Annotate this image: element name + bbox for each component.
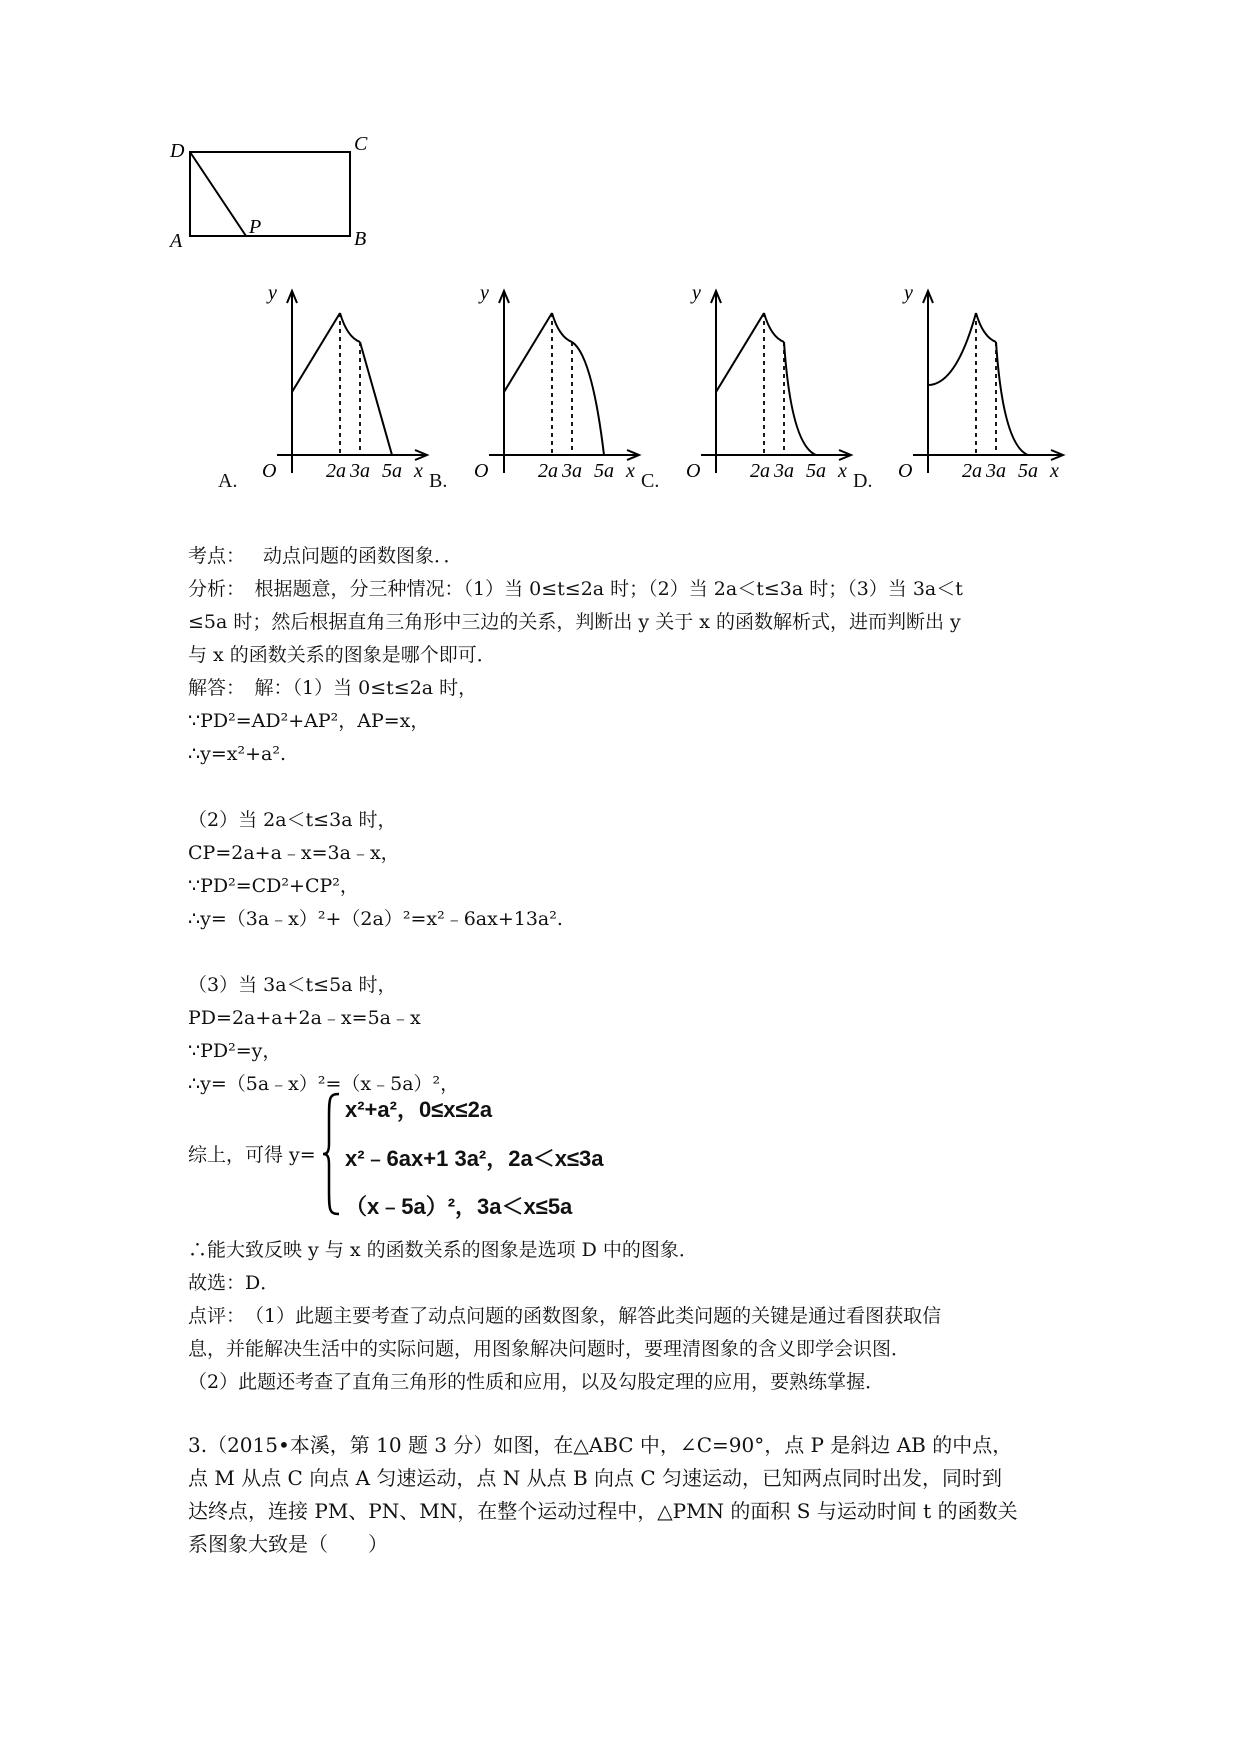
curve-segment-3 bbox=[572, 342, 604, 455]
dianping-line-3: （2）此题还考查了直角三角形的性质和应用，以及勾股定理的应用，要熟练掌握． bbox=[188, 1371, 885, 1393]
tick-2a-label: 2a bbox=[326, 460, 346, 482]
graph-option-c bbox=[659, 282, 859, 495]
curve-segment-1 bbox=[928, 313, 976, 385]
label-d: D bbox=[170, 140, 185, 162]
case2-line-3: ∴y=（3a﹣x）²+（2a）²=x²﹣6ax+13a². bbox=[188, 908, 563, 930]
tick-5a-label: 5a bbox=[382, 460, 402, 482]
jieda-line-1: 解答： 解：（1）当 0≤t≤2a 时， bbox=[188, 677, 478, 699]
y-label: y bbox=[268, 282, 277, 304]
q3-line-1: 3.（2015•本溪，第 10 题 3 分）如图，在△ABC 中，∠C=90°，点 P 是斜边 AB 的中点， bbox=[188, 1433, 1013, 1457]
q3-line-4: 系图象大致是（ ） bbox=[188, 1532, 388, 1556]
curve-segment-1 bbox=[716, 313, 764, 392]
option-c-label: C. bbox=[641, 470, 660, 492]
tick-3a-label: 3a bbox=[350, 460, 370, 482]
x-label: x bbox=[1050, 460, 1059, 482]
piece-1: x²+a²，0≤x≤2a bbox=[345, 1097, 493, 1122]
curve-segment-3 bbox=[784, 342, 816, 455]
summary-prefix: 综上，可得 y= bbox=[188, 1144, 316, 1166]
kaodian-label: 考点： bbox=[188, 545, 246, 567]
case1-line-1: ∵PD²=AD²+AP²，AP=x， bbox=[188, 710, 430, 732]
tick-5a-label: 5a bbox=[594, 460, 614, 482]
case3-line-0: （3）当 3a＜t≤5a 时， bbox=[188, 974, 397, 996]
graph-option-a bbox=[235, 282, 435, 495]
kaodian-line bbox=[188, 543, 463, 569]
dianping-line-1: 点评： （1）此题主要考查了动点问题的函数图象，解答此类问题的关键是通过看图获取信 bbox=[188, 1305, 942, 1327]
rectangle-abcd bbox=[190, 152, 350, 236]
x-label: x bbox=[838, 460, 847, 482]
answer-line: 故选：D． bbox=[188, 1272, 280, 1294]
tick-3a-label: 3a bbox=[774, 460, 794, 482]
case2-line-0: （2）当 2a＜t≤3a 时， bbox=[188, 809, 397, 831]
option-b-label: B. bbox=[429, 470, 448, 492]
case3-line-1: PD=2a+a+2a﹣x=5a﹣x bbox=[188, 1007, 421, 1029]
label-a: A bbox=[170, 230, 183, 252]
tick-2a-label: 2a bbox=[538, 460, 558, 482]
case2-line-1: CP=2a+a﹣x=3a﹣x， bbox=[188, 842, 400, 864]
fenxi-line-3: 与 x 的函数关系的图象是哪个即可． bbox=[188, 644, 496, 666]
origin-label: O bbox=[474, 460, 489, 482]
curve-segment-1 bbox=[292, 313, 340, 392]
tick-5a-label: 5a bbox=[1018, 460, 1038, 482]
dianping-line-2: 息，并能解决生活中的实际问题，用图象解决问题时，要理清图象的含义即学会识图． bbox=[188, 1338, 911, 1360]
y-label: y bbox=[904, 282, 913, 304]
tick-3a-label: 3a bbox=[986, 460, 1006, 482]
y-label: y bbox=[692, 282, 701, 304]
curve-segment-2 bbox=[764, 313, 784, 342]
conclusion-line: ∴能大致反映 y 与 x 的函数关系的图象是选项 D 中的图象． bbox=[188, 1239, 698, 1261]
option-a-label: A. bbox=[218, 470, 238, 492]
tick-2a-label: 2a bbox=[750, 460, 770, 482]
curve-segment-3 bbox=[360, 342, 392, 455]
x-label: x bbox=[414, 460, 423, 482]
y-label: y bbox=[480, 282, 489, 304]
tick-5a-label: 5a bbox=[806, 460, 826, 482]
curve-segment-2 bbox=[552, 313, 572, 342]
segment-dp bbox=[190, 152, 246, 236]
origin-label: O bbox=[686, 460, 701, 482]
tick-3a-label: 3a bbox=[562, 460, 582, 482]
x-label: x bbox=[626, 460, 635, 482]
label-c: C bbox=[354, 133, 368, 155]
curve-segment-1 bbox=[504, 313, 552, 392]
label-p: P bbox=[249, 216, 262, 238]
curve-segment-3 bbox=[996, 342, 1028, 455]
option-d-label: D. bbox=[853, 470, 873, 492]
case2-line-2: ∵PD²=CD²+CP²， bbox=[188, 875, 359, 897]
piecewise-brace bbox=[321, 1090, 343, 1218]
rectangle-figure bbox=[170, 133, 380, 255]
graph-option-b bbox=[447, 282, 647, 495]
piece-2: x²﹣6ax+1 3a²，2a＜x≤3a bbox=[345, 1146, 604, 1171]
curve-segment-2 bbox=[976, 313, 996, 342]
case3-line-3: ∴y=（5a﹣x）²=（x﹣5a）²， bbox=[188, 1073, 460, 1095]
q3-line-3: 达终点，连接 PM、PN、MN，在整个运动过程中，△PMN 的面积 S 与运动时间 t 的函数关 bbox=[188, 1499, 1018, 1523]
case1-line-2: ∴y=x²+a². bbox=[188, 743, 286, 765]
origin-label: O bbox=[262, 460, 277, 482]
origin-label: O bbox=[898, 460, 913, 482]
kaodian-text: 动点问题的函数图象．． bbox=[263, 545, 463, 567]
graph-option-d bbox=[871, 282, 1071, 495]
case3-line-2: ∵PD²=y， bbox=[188, 1040, 282, 1062]
tick-2a-label: 2a bbox=[962, 460, 982, 482]
q3-line-2: 点 M 从点 C 向点 A 匀速运动，点 N 从点 B 向点 C 匀速运动，已知两点同时出发，同时到 bbox=[188, 1466, 1003, 1490]
fenxi-line-1: 分析： 根据题意，分三种情况：（1）当 0≤t≤2a 时；（2）当 2a＜t≤3a 时；（3）当 3a＜t bbox=[188, 578, 963, 600]
piece-3: （x﹣5a）²，3a＜x≤5a bbox=[345, 1194, 573, 1219]
fenxi-line-2: ≤5a 时；然后根据直角三角形中三边的关系，判断出 y 关于 x 的函数解析式，进而判断出 y bbox=[188, 611, 961, 633]
label-b: B bbox=[354, 228, 367, 250]
curve-segment-2 bbox=[340, 313, 360, 342]
